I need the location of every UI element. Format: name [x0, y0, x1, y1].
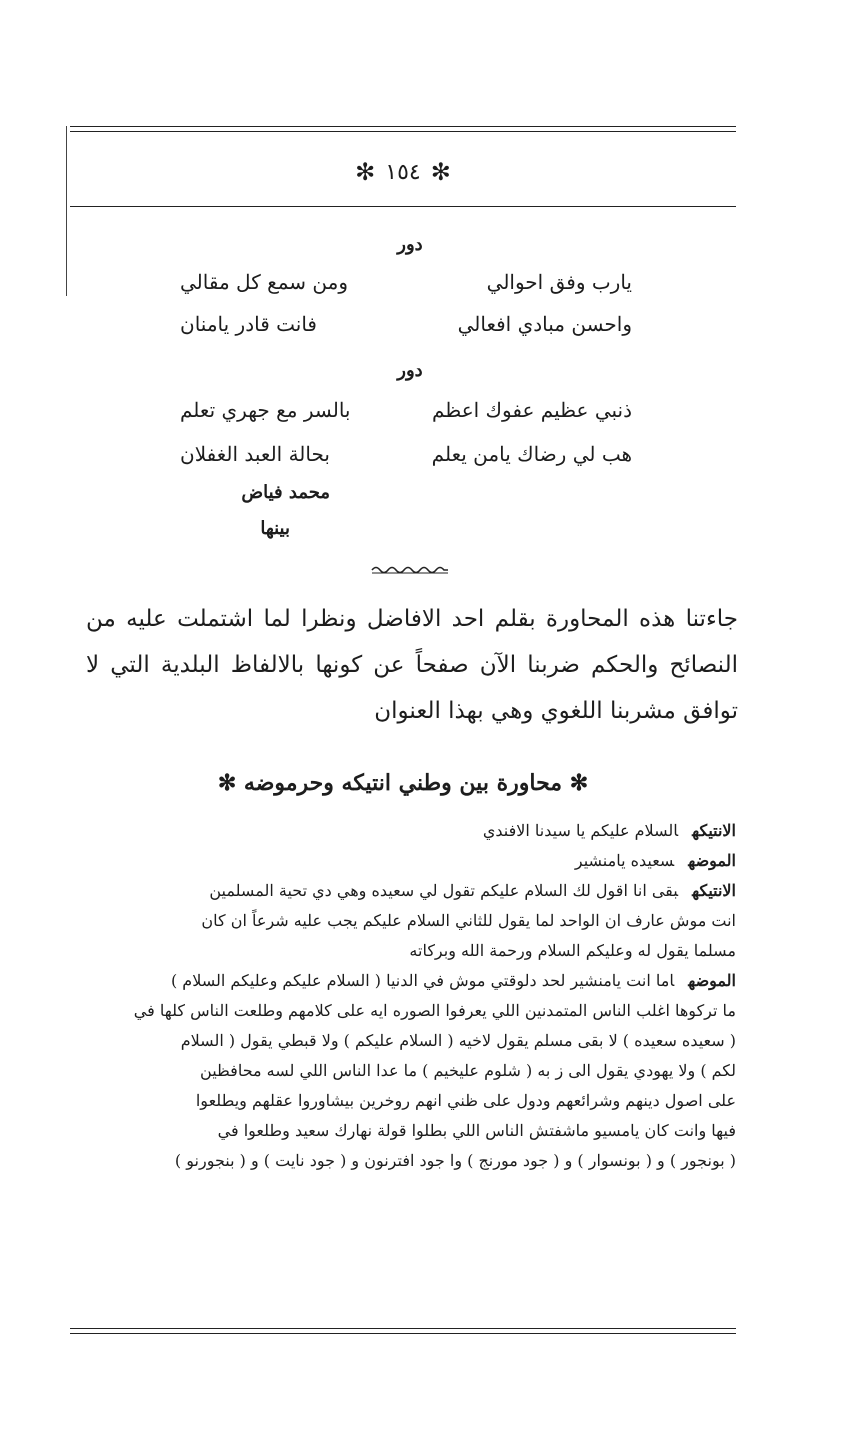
dialogue-line	[92, 846, 736, 876]
poem-signature-note: بينها	[260, 518, 290, 539]
dialogue-line	[92, 1116, 736, 1146]
dialogue-line	[92, 1146, 736, 1176]
speaker-name: الموضه	[688, 851, 736, 870]
speech-text: السلام عليكم يا سيدنا الافندي	[482, 821, 679, 840]
poem-signature: محمد فياض	[241, 482, 330, 503]
page-header	[70, 152, 736, 192]
verse-hemistich: بالسر مع جهري تعلم	[180, 398, 351, 422]
speech-text: فيها وانت كان يامسيو ماشفتش الناس اللي بطلوا قولة نهارك سعيد وطلعوا في	[217, 1121, 736, 1140]
verse-hemistich: واحسن مبادي افعالي	[457, 312, 632, 336]
speech-text: لكم ) ولا يهودي يقول الى ز به ( شلوم عليخيم ) ما عدا الناس اللي لسه محافظين	[200, 1061, 736, 1080]
speech-text: سعيده يامنشير	[574, 851, 675, 870]
dialogue-line	[92, 876, 736, 906]
verse-hemistich: ذنبي عظيم عفوك اعظم	[431, 398, 632, 422]
header-rule	[70, 206, 736, 207]
speaker-name: الانتيكه	[692, 821, 736, 840]
dialogue-line	[92, 936, 736, 966]
verse-hemistich: يارب وفق احوالي	[486, 270, 632, 294]
dialogue-line	[92, 1026, 736, 1056]
verse-hemistich: هب لي رضاك يامن يعلم	[431, 442, 632, 466]
speech-text: ( بونجور ) و ( بونسوار ) و ( جود مورنج ) وا جود افترنون و ( جود نايت ) و ( بنجورنو )	[174, 1151, 736, 1170]
speaker-name: الانتيكه	[692, 881, 736, 900]
dialogue-line	[92, 966, 736, 996]
stanza-heading: دور	[397, 234, 423, 255]
verse-hemistich: بحالة العبد الغفلان	[180, 442, 330, 466]
verse-hemistich: ومن سمع كل مقالي	[180, 270, 348, 294]
stanza-heading: دور	[397, 360, 423, 381]
bottom-rule	[70, 1328, 736, 1329]
speech-text: بقى انا اقول لك السلام عليكم تقول لي سعيده وهي دي تحية المسلمين	[209, 881, 679, 900]
speech-text: انت موش عارف ان الواحد لما يقول للثاني السلام عليكم يجب عليه شرعاً ان كان	[201, 911, 736, 930]
verse-hemistich: فانت قادر يامنان	[180, 312, 317, 336]
squiggle-divider-icon	[370, 563, 450, 577]
verse-line	[180, 436, 632, 472]
top-rule-inner	[70, 131, 736, 132]
speech-text: ما تركوها اغلب الناس المتمدنين اللي يعرفوا الصوره ايه على كلامهم وطلعت الناس كلها في	[133, 1001, 736, 1020]
bottom-rule-inner	[70, 1333, 736, 1334]
speech-text: اما انت يامنشير لحد دلوقتي موش في الدنيا ( السلام عليكم وعليكم السلام )	[170, 971, 675, 990]
star-ornament-icon: ✻	[430, 158, 451, 186]
speech-text: على اصول دينهم وشرائعهم ودول على ظني انهم روخرين بيشاوروا عقلهم ويطلعوا	[195, 1091, 736, 1110]
dialogue-line	[92, 906, 736, 936]
dialogue-line	[92, 1086, 736, 1116]
verse-line	[180, 392, 632, 428]
verse-line	[180, 306, 632, 342]
dialogue-body	[92, 816, 736, 1176]
dialogue-title: ✻ محاورة بين وطني انتيكه وحرموضه ✻	[217, 770, 589, 796]
speech-text: ( سعيده سعيده ) لا بقى مسلم يقول لاخيه ( السلام عليكم ) ولا قبطي يقول ( السلام	[180, 1031, 736, 1050]
page-number: ١٥٤	[385, 159, 421, 185]
dialogue-line	[92, 1056, 736, 1086]
dialogue-line	[92, 816, 736, 846]
intro-paragraph: جاءتنا هذه المحاورة بقلم احد الافاضل ونظرا لما اشتملت عليه من النصائح والحكم ضربنا الآن صفحاً عن كونها بالالفاظ البلدية التي لا توافق مشربنا اللغوي وهي بهذا العنوان	[86, 606, 738, 724]
speaker-name: الموضه	[688, 971, 736, 990]
dialogue-line	[92, 996, 736, 1026]
speech-text: مسلما يقول له وعليكم السلام ورحمة الله وبركاته	[409, 941, 736, 960]
star-ornament-icon: ✻	[355, 158, 376, 186]
top-rule	[70, 126, 736, 127]
margin-line	[66, 126, 67, 296]
verse-line	[180, 264, 632, 300]
